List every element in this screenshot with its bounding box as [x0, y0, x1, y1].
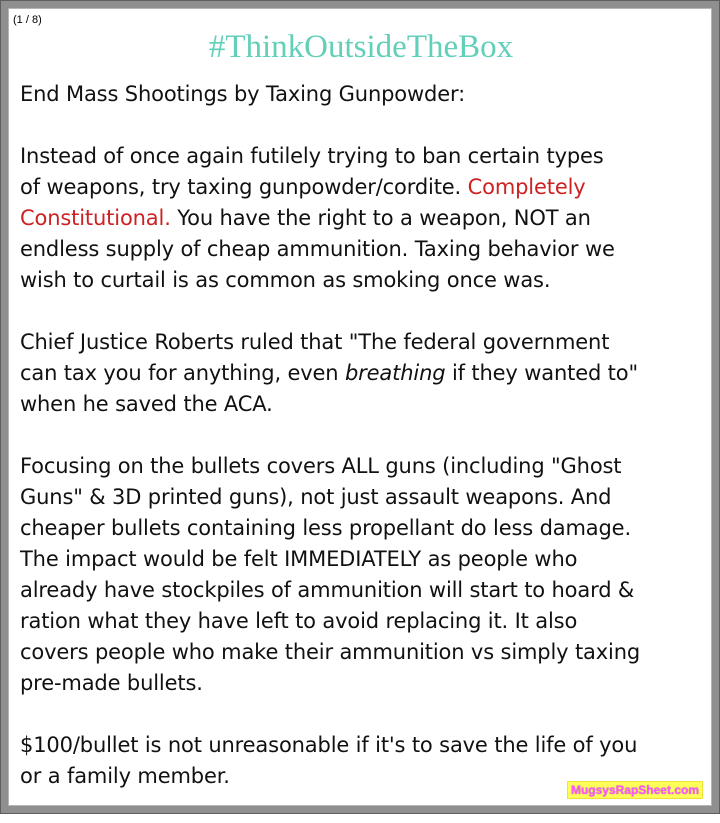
paragraph-2-line-3: when he saved the ACA.	[20, 392, 273, 416]
paragraph-2-line-2-start: can tax you for anything, even	[20, 361, 345, 385]
breathing-emphasis: breathing	[345, 361, 446, 385]
watermark-label: MugsysRapSheet.com	[567, 781, 703, 799]
paragraph-3	[20, 451, 715, 699]
paragraph-2-line-2-end: if they wanted to"	[445, 361, 638, 385]
paragraph-3-line-4: The impact would be felt IMMEDIATELY as people who	[20, 547, 578, 571]
constitutional-highlight-start: Completely	[467, 175, 586, 199]
page-counter: (1 / 8)	[13, 14, 42, 26]
paragraph-1-line-2-start: of weapons, try taxing gunpowder/cordite.	[20, 175, 462, 199]
paragraph-4-line-2: or a family member.	[20, 764, 230, 788]
paragraph-3-line-5: already have stockpiles of ammunition will start to hoard &	[20, 578, 635, 602]
title-line: End Mass Shootings by Taxing Gunpowder:	[20, 82, 466, 106]
paragraph-3-line-3: cheaper bullets containing less propellant do less damage.	[20, 516, 631, 540]
paragraph-3-line-8: pre-made bullets.	[20, 671, 203, 695]
paragraph-3-line-2: Guns" & 3D printed guns), not just assault weapons. And	[20, 485, 612, 509]
paragraph-2	[20, 327, 715, 420]
paragraph-3-line-6: ration what they have left to avoid replacing it. It also	[20, 609, 578, 633]
paragraph-4-line-1: $100/bullet is not unreasonable if it's to save the life of you	[20, 733, 638, 757]
paragraph-1-line-5: wish to curtail is as common as smoking once was.	[20, 268, 551, 292]
paragraph-1-line-1: Instead of once again futilely trying to ban certain types	[20, 144, 604, 168]
constitutional-highlight-end: Constitutional.	[20, 206, 171, 230]
hashtag-heading: #ThinkOutsideTheBox	[208, 29, 514, 65]
paragraph-3-line-1: Focusing on the bullets covers ALL guns (including "Ghost	[20, 454, 622, 478]
paragraph-1-line-3-end: You have the right to a weapon, NOT an	[170, 206, 591, 230]
title-paragraph	[20, 79, 715, 110]
paragraph-2-line-1: Chief Justice Roberts ruled that "The federal government	[20, 330, 610, 354]
article-body	[20, 79, 715, 823]
paragraph-1	[20, 141, 715, 296]
paragraph-3-line-7: covers people who make their ammunition vs simply taxing	[20, 640, 641, 664]
paragraph-1-line-4: endless supply of cheap ammunition. Taxing behavior we	[20, 237, 615, 261]
